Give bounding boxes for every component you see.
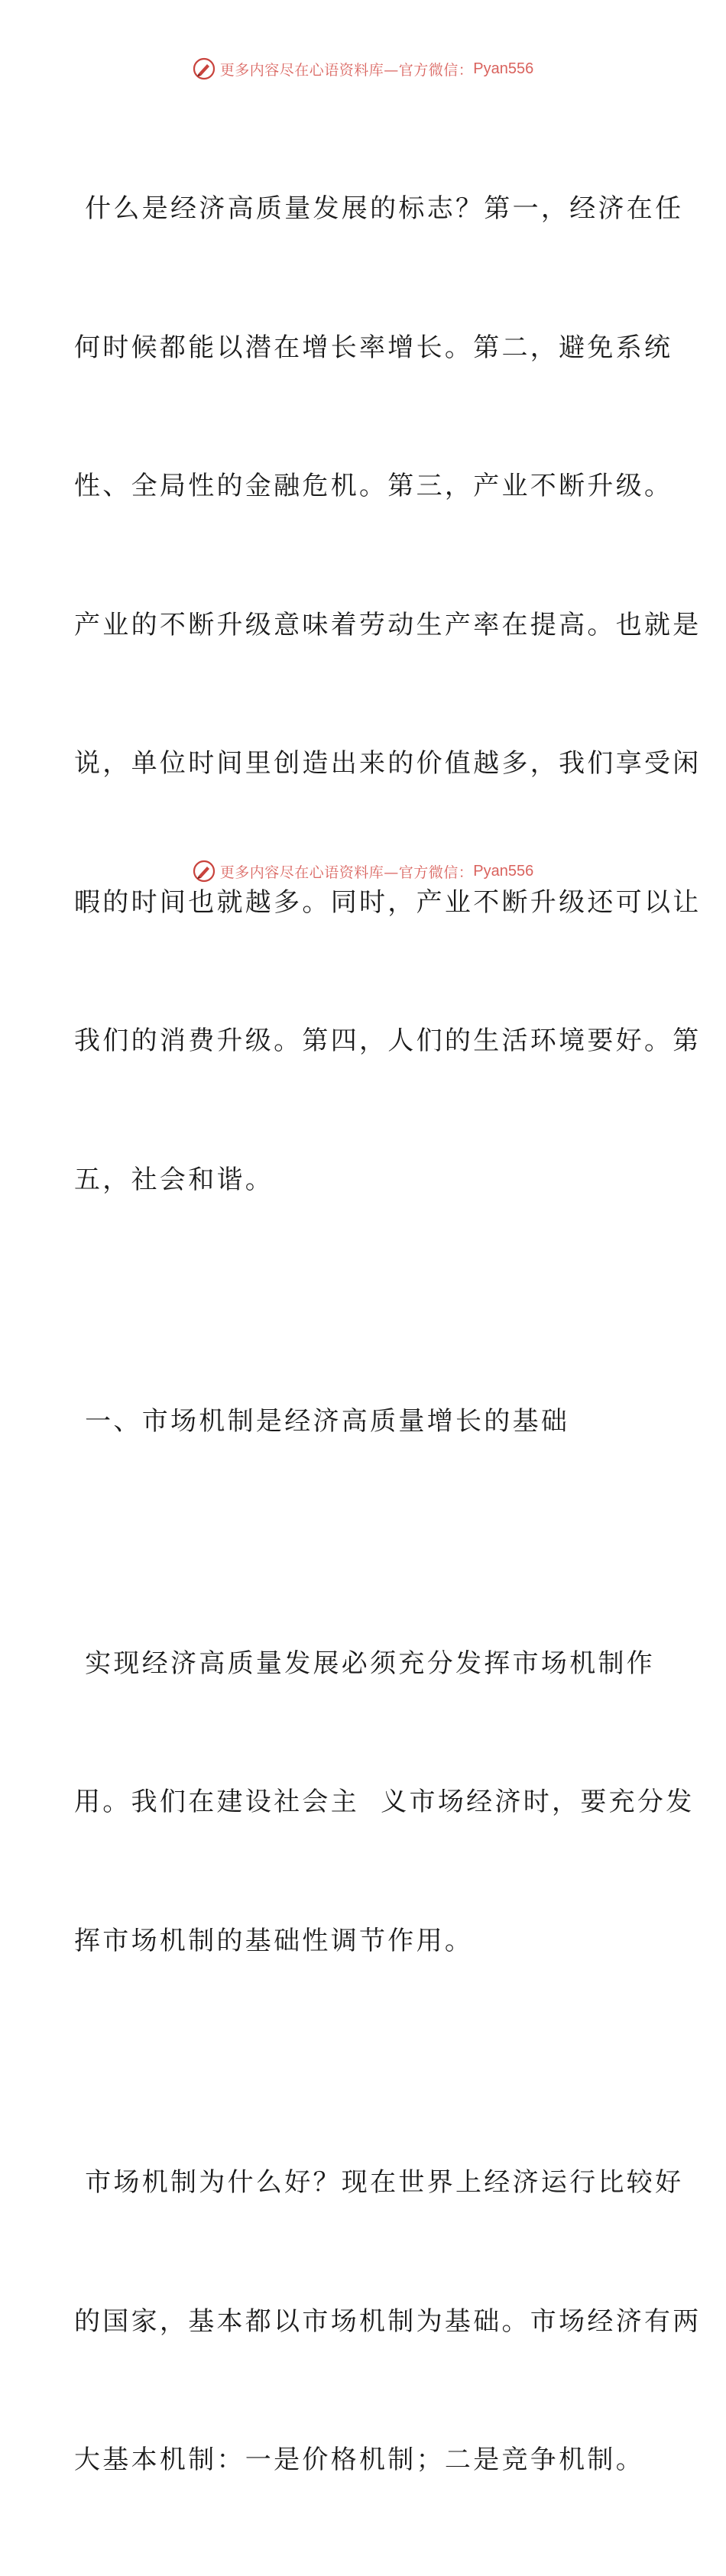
paragraph-market-mechanism bbox=[74, 1548, 695, 2057]
section-heading bbox=[74, 1306, 655, 1537]
watermark-handle: Pyan556 bbox=[473, 60, 534, 77]
text-line: 我们的消费升级。第四，人们的生活环境要好。第 bbox=[74, 1026, 702, 1056]
text-line: 挥市场机制的基础性调节作用。 bbox=[74, 1925, 474, 1956]
text-line: 何时候都能以潜在增长率增长。第二，避免系统 bbox=[74, 332, 673, 363]
pen-logo-icon bbox=[193, 57, 216, 80]
text-line: 用。我们在建设社会主 义市场经济时，要充分发 bbox=[74, 1787, 695, 1817]
watermark-text: 更多内容尽在心语资料库—官方微信： bbox=[219, 61, 474, 79]
watermark-handle: Pyan556 bbox=[473, 862, 534, 880]
pen-logo-icon bbox=[193, 860, 216, 883]
text-line: 实现经济高质量发展必须充分发挥市场机制作 bbox=[74, 1648, 656, 1679]
text-line: 什么是经济高质量发展的标志？第一，经济在任 bbox=[74, 193, 684, 224]
text-line: 五，社会和谐。 bbox=[74, 1164, 274, 1195]
paragraph-why-market bbox=[74, 2067, 702, 2576]
header-watermark bbox=[0, 53, 726, 84]
paragraph-intro bbox=[74, 93, 702, 1295]
text-line: 产业的不断升级意味着劳动生产率在提高。也就是 bbox=[74, 609, 702, 640]
document-body bbox=[74, 93, 702, 2576]
watermark-text: 更多内容尽在心语资料库—官方微信： bbox=[219, 864, 474, 881]
text-line: 的国家，基本都以市场机制为基础。市场经济有两 bbox=[74, 2305, 702, 2337]
text-line: 暇的时间也就越多。同时，产业不断升级还可以让 bbox=[74, 886, 702, 918]
text-line: 市场机制为什么好？现在世界上经济运行比较好 bbox=[74, 2167, 684, 2198]
heading-line: 一、市场机制是经济高质量增长的基础 bbox=[74, 1406, 570, 1437]
text-line: 性、全局性的金融危机。第三，产业不断升级。 bbox=[74, 471, 673, 501]
text-line: 大基本机制：一是价格机制；二是竞争机制。 bbox=[74, 2445, 644, 2475]
footer-watermark bbox=[0, 856, 726, 886]
text-line: 说，单位时间里创造出来的价值越多，我们享受闲 bbox=[74, 748, 702, 779]
